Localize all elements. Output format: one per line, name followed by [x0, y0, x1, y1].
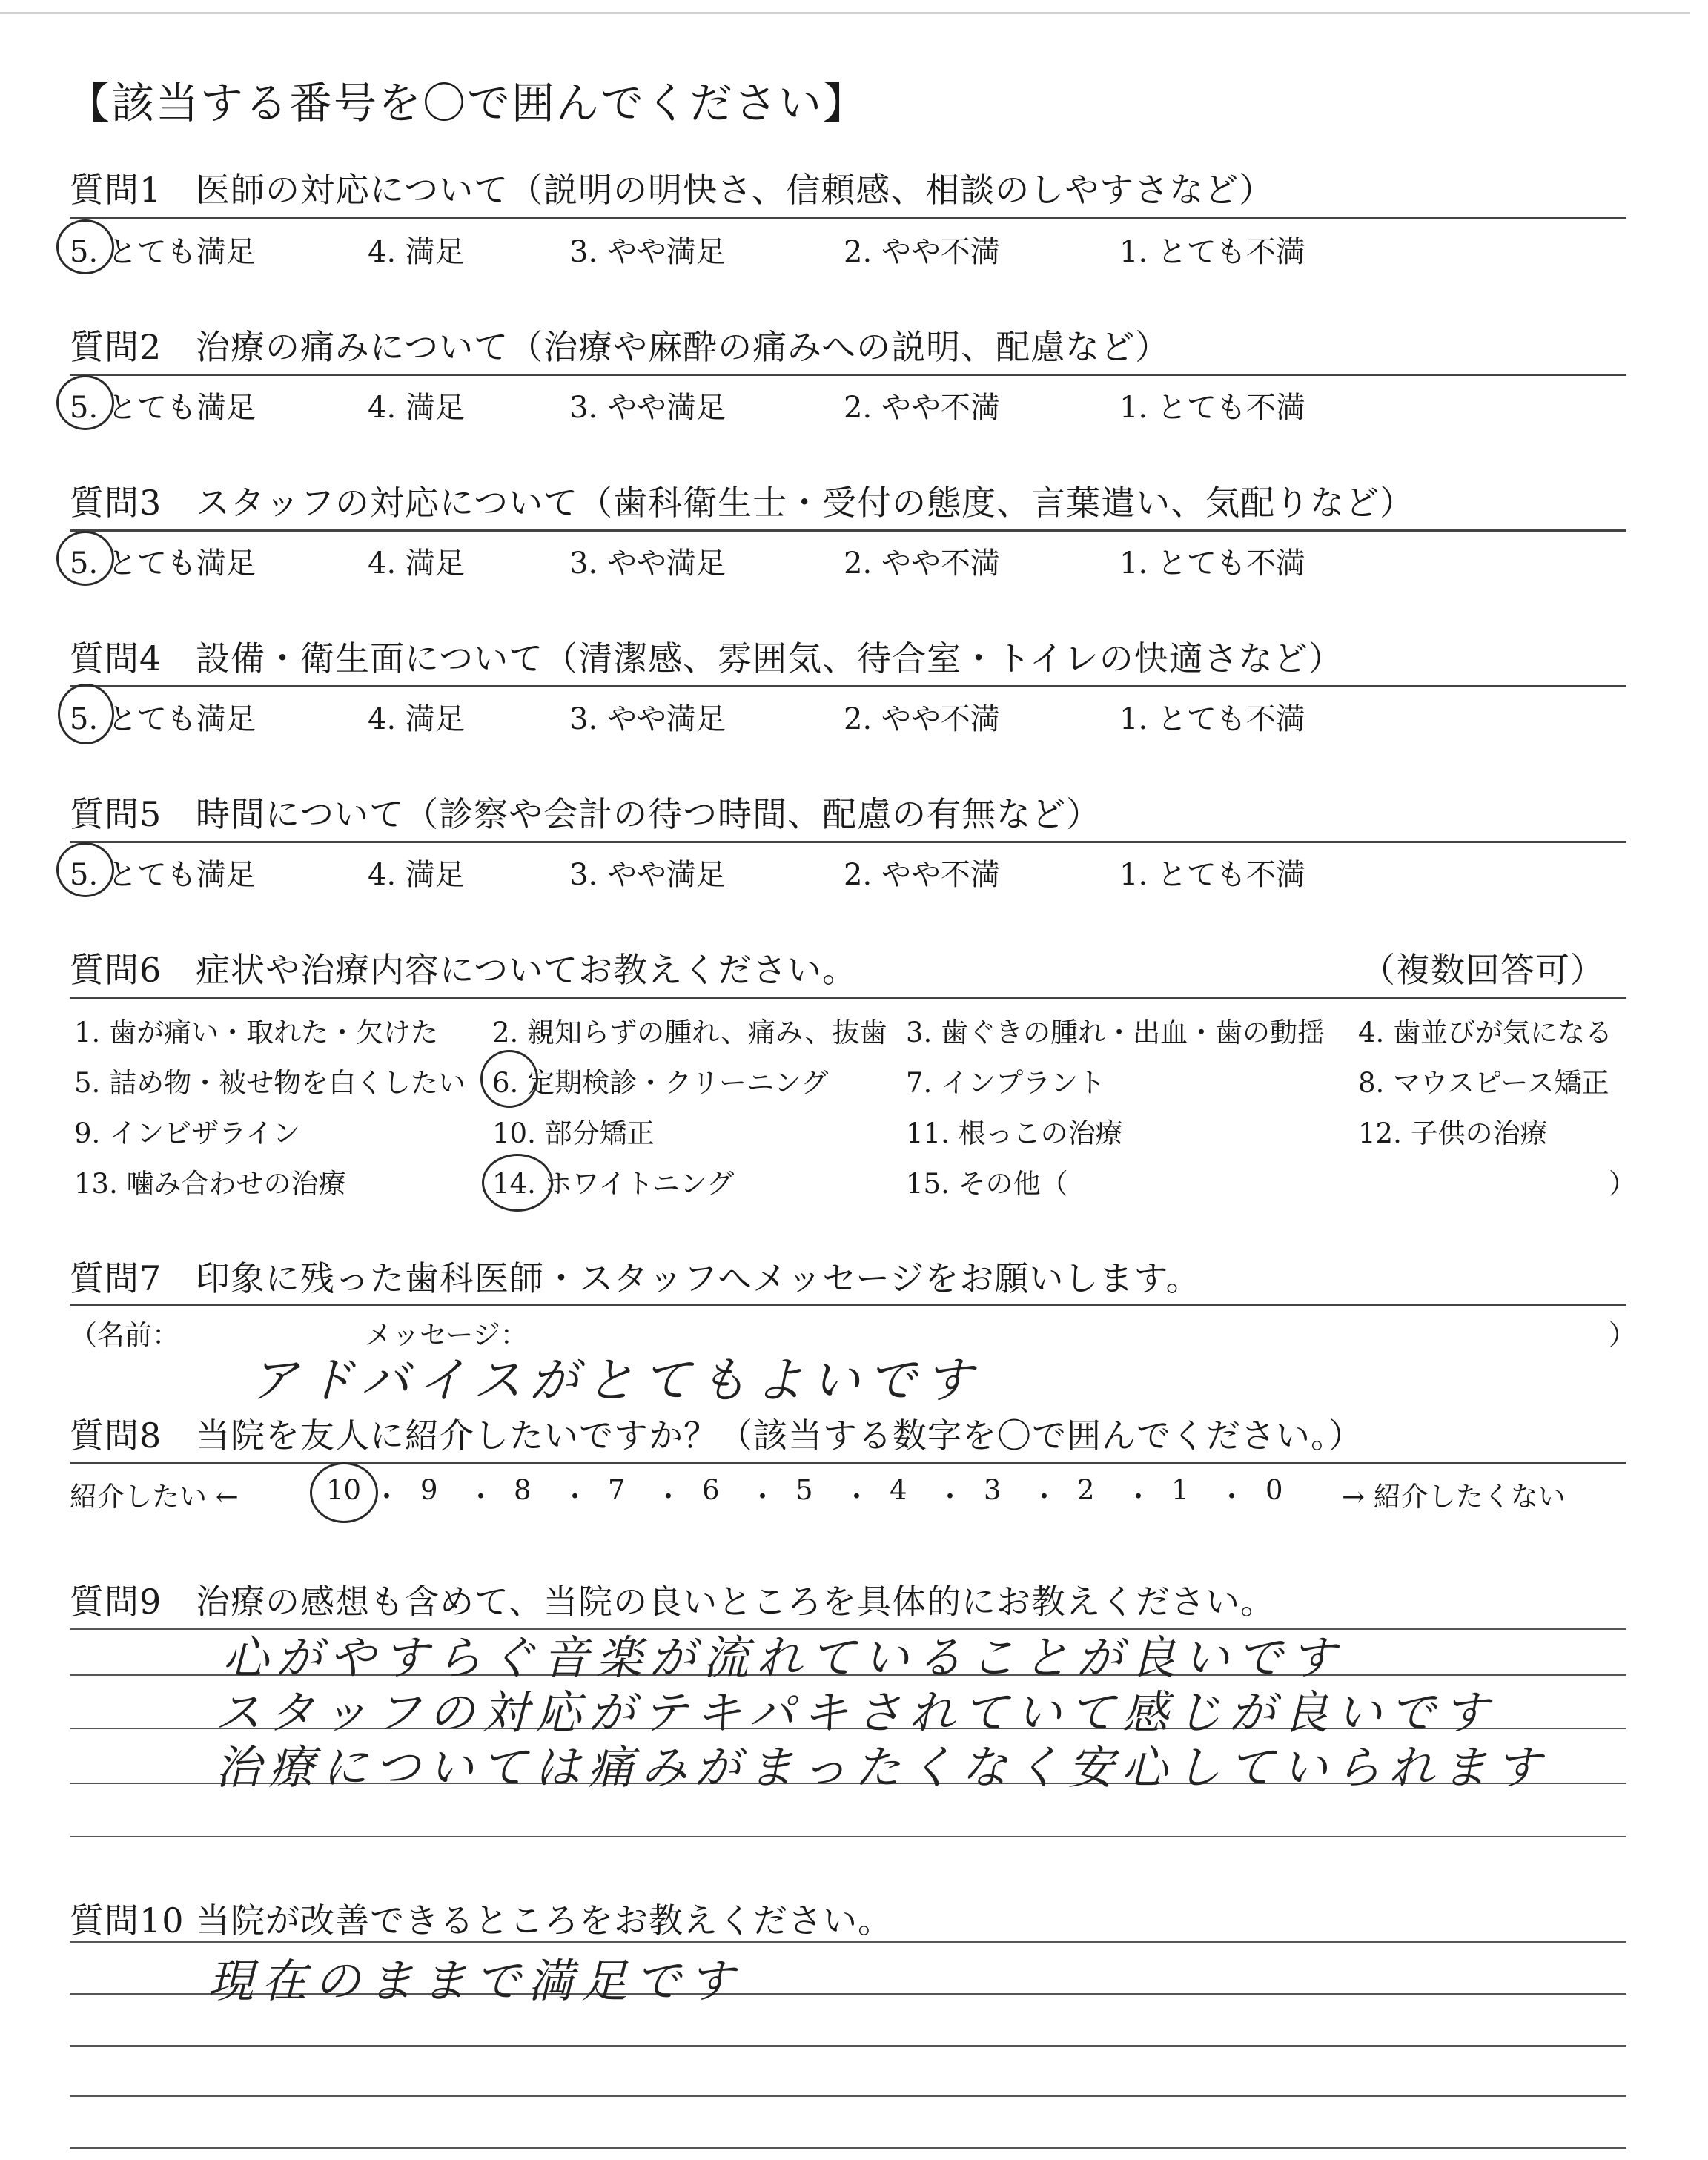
q5-selected-circle — [56, 842, 114, 897]
question-5 — [70, 787, 1101, 836]
question-6-note: （複数回答可） — [1361, 950, 1605, 990]
q6-item-1[interactable]: 1. 歯が痛い・取れた・欠けた — [74, 1017, 439, 1048]
question-5-text: 時間について（診察や会計の待つ時間、配慮の有無など） — [196, 794, 1102, 834]
q10-line-1 — [70, 1941, 1626, 1943]
q7-name-label: （名前： — [70, 1319, 179, 1351]
q10-answer-line-1[interactable]: 現在のままで満足です — [208, 1954, 742, 2008]
q5-option-4[interactable]: 4. 満足 — [368, 858, 465, 892]
q8-scale-value-0[interactable]: 0 — [1265, 1474, 1283, 1506]
question-4-rule — [70, 685, 1626, 687]
question-2-number: 質問2 — [70, 327, 162, 367]
question-7-text: 印象に残った歯科医師・スタッフへメッセージをお願いします。 — [196, 1258, 1201, 1298]
q2-option-5[interactable]: 5. とても満足 — [70, 391, 256, 425]
q6-item-14[interactable]: 14. ホワイトニング — [492, 1168, 735, 1200]
q5-option-3[interactable]: 3. やや満足 — [569, 858, 726, 892]
question-1-rule — [70, 217, 1626, 219]
q8-right-label: → 紹介したくない — [1342, 1481, 1566, 1513]
q6-item-4[interactable]: 4. 歯並びが気になる — [1358, 1017, 1613, 1048]
q6-selected-circle-6 — [480, 1050, 538, 1108]
q10-line-4 — [70, 2095, 1626, 2097]
q6-item-13[interactable]: 13. 噛み合わせの治療 — [74, 1168, 346, 1200]
q7-message-label: メッセージ： — [365, 1319, 528, 1351]
q3-selected-circle — [56, 531, 114, 586]
q8-scale-value-9[interactable]: 9 — [420, 1474, 438, 1506]
q6-item-11[interactable]: 11. 根っこの治療 — [906, 1117, 1123, 1149]
q8-scale-value-6[interactable]: 6 — [702, 1474, 720, 1506]
q9-answer-line-2[interactable]: スタッフの対応がテキパキされていて感じが良いです — [215, 1685, 1497, 1740]
q1-option-5[interactable]: 5. とても満足 — [70, 235, 256, 269]
q2-option-2[interactable]: 2. やや不満 — [844, 391, 1000, 425]
question-2 — [70, 320, 1170, 369]
question-10-number: 質問10 — [70, 1900, 185, 1941]
q8-scale-value-4[interactable]: 4 — [890, 1474, 907, 1506]
q4-option-1[interactable]: 1. とても不満 — [1119, 702, 1305, 736]
q8-scale-value-5[interactable]: 5 — [795, 1474, 813, 1506]
question-10-text: 当院が改善できるところをお教えください。 — [196, 1900, 893, 1941]
q9-answer-line-3[interactable]: 治療については痛みがまったくなく安心していられます — [215, 1740, 1549, 1794]
q9-line-5 — [70, 1836, 1626, 1837]
q2-option-1[interactable]: 1. とても不満 — [1119, 391, 1305, 425]
question-6-text: 症状や治療内容についてお教えください。 — [196, 950, 858, 990]
q2-option-3[interactable]: 3. やや満足 — [569, 391, 726, 425]
q3-option-4[interactable]: 4. 満足 — [368, 546, 465, 581]
q8-scale-value-7[interactable]: 7 — [608, 1474, 626, 1506]
q4-option-5[interactable]: 5. とても満足 — [70, 702, 256, 736]
q1-option-1[interactable]: 1. とても不満 — [1119, 235, 1305, 269]
q5-option-2[interactable]: 2. やや不満 — [844, 858, 1000, 892]
question-3-text: スタッフの対応について（歯科衛生士・受付の態度、言葉遣い、気配りなど） — [196, 483, 1415, 523]
top-border — [0, 12, 1690, 14]
question-8-rule — [70, 1462, 1626, 1464]
q1-option-2[interactable]: 2. やや不満 — [844, 235, 1000, 269]
q6-item-5[interactable]: 5. 詰め物・被せ物を白くしたい — [74, 1067, 466, 1099]
q6-item-2[interactable]: 2. 親知らずの腫れ、痛み、抜歯 — [492, 1017, 887, 1048]
q8-scale-separator: ・ — [467, 1481, 494, 1513]
question-5-rule — [70, 841, 1626, 843]
page-header: 【該当する番号を〇で囲んでください】 — [67, 78, 868, 128]
q8-scale-value-2[interactable]: 2 — [1077, 1474, 1095, 1506]
question-8-text: 当院を友人に紹介したいですか？（該当する数字を〇で囲んでください。） — [196, 1416, 1363, 1456]
q8-scale-separator: ・ — [749, 1481, 776, 1513]
q4-selected-circle — [58, 684, 114, 744]
question-2-text: 治療の痛みについて（治療や麻酔の痛みへの説明、配慮など） — [196, 327, 1171, 367]
question-1-number: 質問1 — [70, 170, 162, 210]
question-6-number: 質問6 — [70, 950, 162, 990]
q4-option-4[interactable]: 4. 満足 — [368, 702, 465, 736]
q8-left-label: 紹介したい ← — [70, 1481, 239, 1513]
q1-option-4[interactable]: 4. 満足 — [368, 235, 465, 269]
q6-item-9[interactable]: 9. インビザライン — [74, 1117, 300, 1149]
question-9-text: 治療の感想も含めて、当院の良いところを具体的にお教えください。 — [196, 1582, 1276, 1622]
q8-scale-separator: ・ — [1125, 1481, 1152, 1513]
q8-selected-circle — [310, 1462, 378, 1523]
q5-option-1[interactable]: 1. とても不満 — [1119, 858, 1305, 892]
q1-selected-circle — [56, 219, 114, 274]
question-5-number: 質問5 — [70, 794, 162, 834]
q2-selected-circle — [56, 375, 114, 430]
question-6-rule — [70, 997, 1626, 999]
q7-close-paren: ） — [1609, 1319, 1636, 1351]
q6-item-12[interactable]: 12. 子供の治療 — [1358, 1117, 1548, 1149]
question-1-text: 医師の対応について（説明の明快さ、信頼感、相談のしやすさなど） — [196, 170, 1274, 210]
q8-scale-value-1[interactable]: 1 — [1171, 1474, 1189, 1506]
question-7-rule — [70, 1304, 1626, 1306]
q8-scale-separator: ・ — [843, 1481, 870, 1513]
q5-option-5[interactable]: 5. とても満足 — [70, 858, 256, 892]
question-1 — [70, 163, 1274, 212]
q10-line-3 — [70, 2045, 1626, 2047]
question-7-number: 質問7 — [70, 1258, 162, 1298]
q7-handwritten-message[interactable]: アドバイスがとてもよいです — [249, 1352, 981, 1409]
q1-option-3[interactable]: 3. やや満足 — [569, 235, 726, 269]
question-9-number: 質問9 — [70, 1582, 162, 1622]
question-7 — [70, 1252, 1201, 1301]
q4-option-2[interactable]: 2. やや不満 — [844, 702, 1000, 736]
q8-scale-separator: ・ — [1218, 1481, 1245, 1513]
q8-scale-separator: ・ — [373, 1481, 400, 1513]
q6-item-10[interactable]: 10. 部分矯正 — [492, 1117, 655, 1149]
q9-answer-line-1[interactable]: 心がやすらぐ音楽が流れていることが良いです — [222, 1631, 1344, 1685]
q6-selected-circle-14 — [482, 1154, 553, 1212]
question-9 — [70, 1575, 1275, 1624]
question-8 — [70, 1409, 1363, 1458]
q3-option-3[interactable]: 3. やや満足 — [569, 546, 726, 581]
q8-scale-separator: ・ — [655, 1481, 682, 1513]
q8-scale-separator: ・ — [561, 1481, 589, 1513]
q8-scale-value-10[interactable]: 10 — [326, 1474, 362, 1506]
q4-option-3[interactable]: 3. やや満足 — [569, 702, 726, 736]
question-4-text: 設備・衛生面について（清潔感、雰囲気、待合室・トイレの快適さなど） — [196, 638, 1343, 678]
q6-item-15-close: ） — [1609, 1168, 1636, 1200]
q6-item-6[interactable]: 6. 定期検診・クリーニング — [492, 1067, 829, 1099]
q3-option-5[interactable]: 5. とても満足 — [70, 546, 256, 581]
q2-option-4[interactable]: 4. 満足 — [368, 391, 465, 425]
q6-item-7[interactable]: 7. インプラント — [906, 1067, 1106, 1099]
question-3 — [70, 476, 1414, 525]
q8-scale-value-8[interactable]: 8 — [514, 1474, 532, 1506]
q6-item-3[interactable]: 3. 歯ぐきの腫れ・出血・歯の動揺 — [906, 1017, 1325, 1048]
question-4 — [70, 632, 1343, 681]
q6-item-15[interactable]: 15. その他（ — [906, 1168, 1068, 1200]
question-3-rule — [70, 529, 1626, 532]
q10-line-5 — [70, 2147, 1626, 2149]
q8-scale-separator: ・ — [1030, 1481, 1058, 1513]
question-8-number: 質問8 — [70, 1416, 162, 1456]
q3-option-2[interactable]: 2. やや不満 — [844, 546, 1000, 581]
question-2-rule — [70, 374, 1626, 376]
q8-scale-separator: ・ — [936, 1481, 964, 1513]
question-4-number: 質問4 — [70, 638, 162, 678]
question-10 — [70, 1894, 893, 1943]
q8-scale-value-3[interactable]: 3 — [984, 1474, 1002, 1506]
q6-item-8[interactable]: 8. マウスピース矯正 — [1358, 1067, 1609, 1099]
question-3-number: 質問3 — [70, 483, 162, 523]
q3-option-1[interactable]: 1. とても不満 — [1119, 546, 1305, 581]
question-6 — [70, 943, 857, 992]
